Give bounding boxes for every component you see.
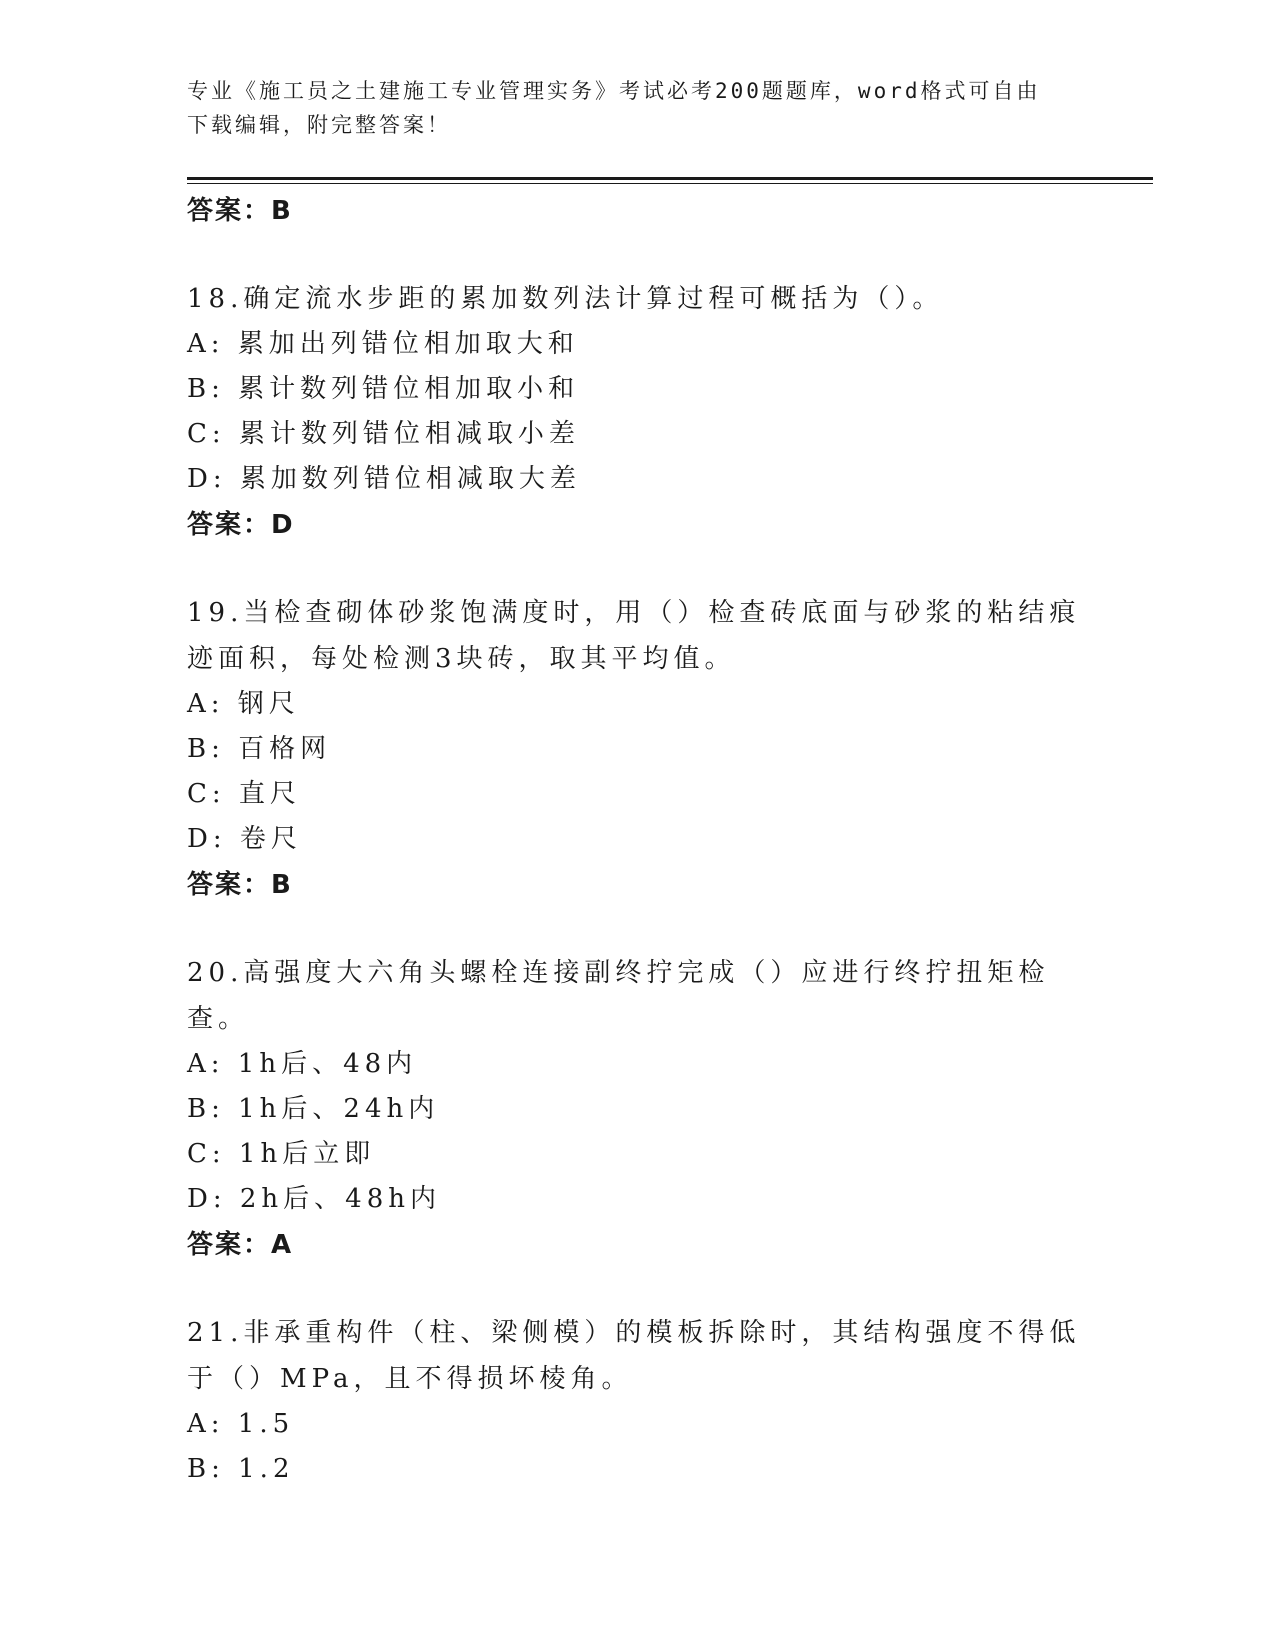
document-header: [187, 74, 1067, 142]
answer: 答案：A: [187, 1230, 294, 1260]
option-b: B: 百格网: [187, 734, 332, 764]
question-21: [187, 1310, 1087, 1492]
answer: 答案：D: [187, 510, 295, 540]
option-b: B: 1.2: [187, 1454, 295, 1484]
header-line-2: 下载编辑，附完整答案！: [187, 113, 451, 137]
question-content: [187, 188, 1087, 1492]
question-18: [187, 276, 1087, 548]
option-b: B: 累计数列错位相加取小和: [187, 374, 580, 404]
question-text: 21.非承重构件（柱、梁侧模）的模板拆除时，其结构强度不得低于（）MPa，且不得损坏棱角。: [187, 1318, 1081, 1394]
option-d: D: 2h后、48h内: [187, 1184, 441, 1214]
question-text: 18.确定流水步距的累加数列法计算过程可概括为（）。: [187, 284, 944, 314]
option-a: A: 1.5: [187, 1409, 295, 1439]
header-divider-thick: [187, 177, 1153, 180]
option-c: C: 1h后立即: [187, 1139, 376, 1169]
previous-answer: 答案：B: [187, 196, 293, 226]
option-c: C: 直尺: [187, 779, 301, 809]
option-c: C: 累计数列错位相减取小差: [187, 419, 580, 449]
question-20: [187, 950, 1087, 1268]
question-text: 20.高强度大六角头螺栓连接副终拧完成（）应进行终拧扭矩检查。: [187, 958, 1050, 1034]
question-19: [187, 590, 1087, 908]
option-d: D: 累加数列错位相减取大差: [187, 464, 581, 494]
header-line-1: 专业《施工员之土建施工专业管理实务》考试必考200题题库，word格式可自由: [187, 79, 1041, 103]
option-a: A: 1h后、48内: [187, 1049, 418, 1079]
answer: 答案：B: [187, 870, 293, 900]
option-b: B: 1h后、24h内: [187, 1094, 440, 1124]
option-a: A: 累加出列错位相加取大和: [187, 329, 579, 359]
header-divider-thin: [187, 183, 1153, 184]
option-d: D: 卷尺: [187, 824, 302, 854]
question-text: 19.当检查砌体砂浆饱满度时，用（）检查砖底面与砂浆的粘结痕迹面积，每处检测3块砖，取其平均值。: [187, 598, 1081, 674]
option-a: A: 钢尺: [187, 689, 300, 719]
